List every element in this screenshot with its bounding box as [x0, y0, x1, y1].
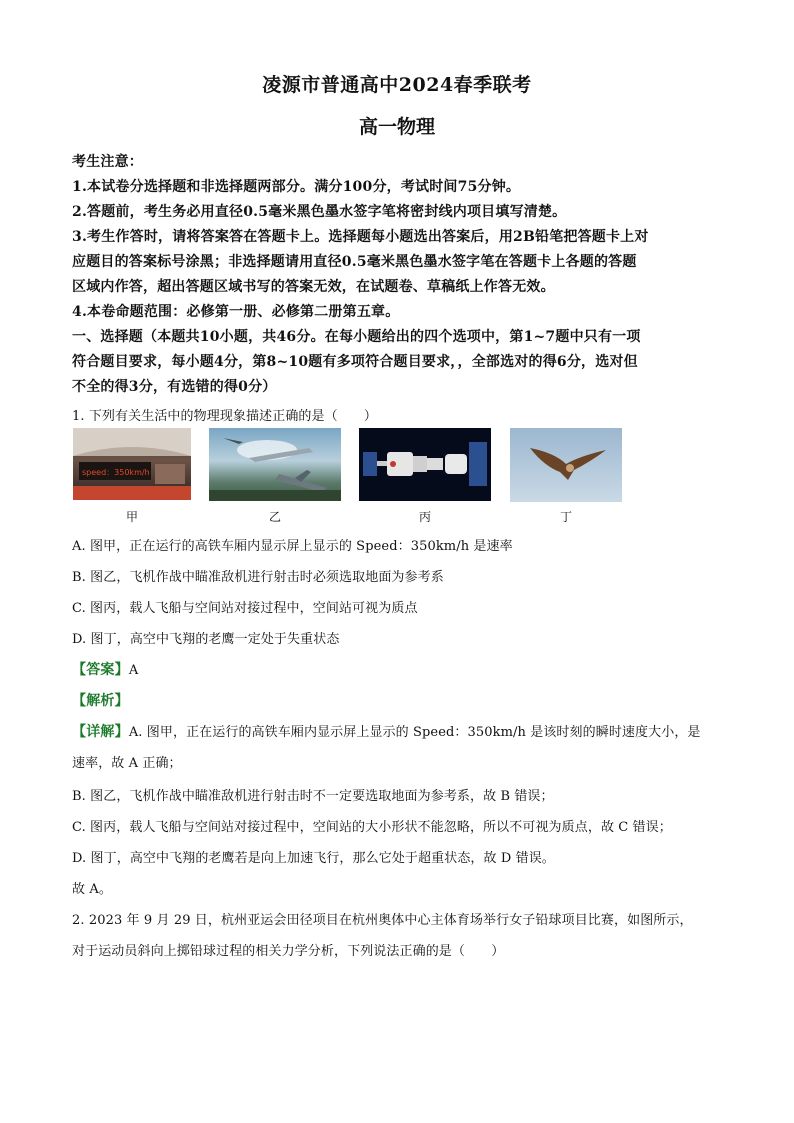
- question-2-stem: 2. 2023 年 9 月 29 日，杭州亚运会田径项目在杭州奥体中心主体育场举行女子铅球项目比赛，如图所示，: [72, 913, 693, 928]
- detail-text: A. 图甲，正在运行的高铁车厢内显示屏上显示的 Speed：350km/h 是该时刻的瞬时速度大小，是: [128, 725, 701, 740]
- detail-line: 故 A。: [72, 882, 112, 897]
- detail-line: [72, 721, 701, 741]
- option-b: B. 图乙，飞机作战中瞄准敌机进行射击时必须选取地面为参考系: [72, 570, 444, 585]
- question-2-stem: 对于运动员斜向上掷铅球过程的相关力学分析，下列说法正确的是（ ）: [72, 944, 505, 959]
- answer-value: A: [128, 663, 139, 678]
- image-caption: 甲: [125, 510, 138, 524]
- option-c: C. 图丙，载人飞船与空间站对接过程中，空间站可视为质点: [72, 601, 418, 616]
- subject-title: 高一物理: [358, 116, 435, 138]
- image-caption: 丁: [559, 510, 572, 524]
- notice-item: 区域内作答，超出答题区域书写的答案无效，在试题卷、草稿纸上作答无效。: [72, 279, 555, 295]
- speed-overlay: speed：350km/h: [82, 468, 150, 477]
- question-1-stem: 1. 下列有关生活中的物理现象描述正确的是（ ）: [72, 409, 378, 424]
- section-instructions: 不全的得3分，有选错的得0分）: [72, 379, 277, 395]
- detail-line: B. 图乙，飞机作战中瞄准敌机进行射击时不一定要选取地面为参考系，故 B 错误；: [72, 789, 554, 804]
- image-caption: 乙: [268, 510, 281, 524]
- notice-item: 1.本试卷分选择题和非选择题两部分。满分100分，考试时间75分钟。: [72, 179, 521, 195]
- notice-item: 3.考生作答时，请将答案答在答题卡上。选择题每小题选出答案后，用2B铅笔把答题卡上对: [72, 229, 649, 245]
- answer-label: 【答案】: [72, 662, 129, 678]
- detail-label: 【详解】: [72, 724, 129, 740]
- detail-line: C. 图丙，载人飞船与空间站对接过程中，空间站的大小形状不能忽略，所以不可视为质点，故 C 错误；: [72, 820, 672, 835]
- train-display-image: [73, 428, 191, 500]
- notice-item: 应题目的答案标号涂黑；非选择题请用直径0.5毫米黑色墨水签字笔在答题卡上各题的答题: [72, 254, 637, 270]
- section-instructions: 符合题目要求，每小题4分，第8~10题有多项符合题目要求，，全部选对的得6分，选对但: [72, 354, 638, 370]
- option-d: D. 图丁，高空中飞翔的老鹰一定处于失重状态: [72, 632, 340, 647]
- section-instructions: 一、选择题（本题共10小题，共46分。在每小题给出的四个选项中，第1~7题中只有一项: [72, 329, 641, 345]
- notice-item: 4.本卷命题范围：必修第一册、必修第二册第五章。: [72, 304, 400, 320]
- notice-heading: 考生注意：: [72, 154, 143, 170]
- answer-line: [72, 659, 138, 679]
- notice-item: 2.答题前，考生务必用直径0.5毫米黑色墨水签字笔将密封线内项目填写清楚。: [72, 204, 567, 220]
- analysis-label: 【解析】: [72, 693, 129, 709]
- space-station-image: [359, 428, 491, 501]
- image-caption: 丙: [418, 510, 431, 524]
- eagle-image: [510, 428, 622, 502]
- page-title: 凌源市普通高中2024春季联考: [262, 74, 532, 96]
- option-a: A. 图甲，正在运行的高铁车厢内显示屏上显示的 Speed：350km/h 是速率: [72, 539, 513, 554]
- detail-line: D. 图丁，高空中飞翔的老鹰若是向上加速飞行，那么它处于超重状态，故 D 错误。: [72, 851, 555, 866]
- detail-line: 速率，故 A 正确；: [72, 756, 182, 771]
- fighter-jet-image: [209, 428, 341, 501]
